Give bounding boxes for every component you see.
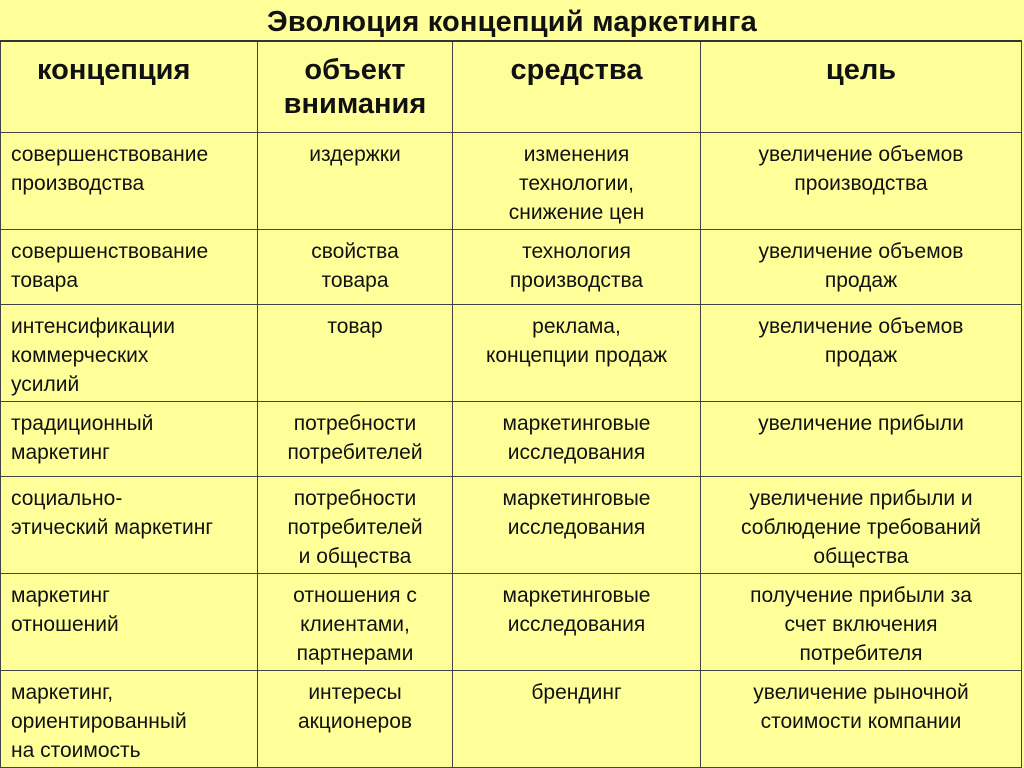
title-rule [0,40,1021,42]
table-row [1,574,1022,671]
header-object: объект внимания [258,41,453,133]
cell-concept: маркетинг, ориентированный на стоимость [1,671,258,768]
cell-means: брендинг [453,671,701,768]
cell-means: маркетинговые исследования [453,402,701,477]
table-row [1,477,1022,574]
cell-goal: увеличение объемов производства [701,133,1022,230]
cell-means: маркетинговые исследования [453,477,701,574]
cell-concept: интенсификации коммерческих усилий [1,305,258,402]
concepts-table [0,40,1022,768]
cell-object: отношения с клиентами, партнерами [258,574,453,671]
table-header-row [1,41,1022,133]
table-row [1,133,1022,230]
table-row [1,671,1022,768]
cell-object: издержки [258,133,453,230]
cell-means: изменения технологии, снижение цен [453,133,701,230]
cell-goal: получение прибыли за счет включения потребителя [701,574,1022,671]
cell-concept: совершенствование товара [1,230,258,305]
table-row [1,402,1022,477]
header-means: средства [453,41,701,133]
cell-means: реклама, концепции продаж [453,305,701,402]
cell-object: интересы акционеров [258,671,453,768]
cell-concept: традиционный маркетинг [1,402,258,477]
header-concept: концепция [1,41,258,133]
cell-object: потребности потребителей и общества [258,477,453,574]
cell-object: свойства товара [258,230,453,305]
cell-goal: увеличение прибыли и соблюдение требований общества [701,477,1022,574]
cell-goal: увеличение рыночной стоимости компании [701,671,1022,768]
cell-concept: совершенствование производства [1,133,258,230]
cell-goal: увеличение объемов продаж [701,305,1022,402]
slide-title: Эволюция концепций маркетинга [267,6,757,38]
cell-goal: увеличение объемов продаж [701,230,1022,305]
cell-means: маркетинговые исследования [453,574,701,671]
cell-goal: увеличение прибыли [701,402,1022,477]
cell-object: товар [258,305,453,402]
cell-concept: социально- этический маркетинг [1,477,258,574]
table-row [1,230,1022,305]
table-row [1,305,1022,402]
header-goal: цель [701,41,1022,133]
cell-concept: маркетинг отношений [1,574,258,671]
cell-object: потребности потребителей [258,402,453,477]
cell-means: технология производства [453,230,701,305]
